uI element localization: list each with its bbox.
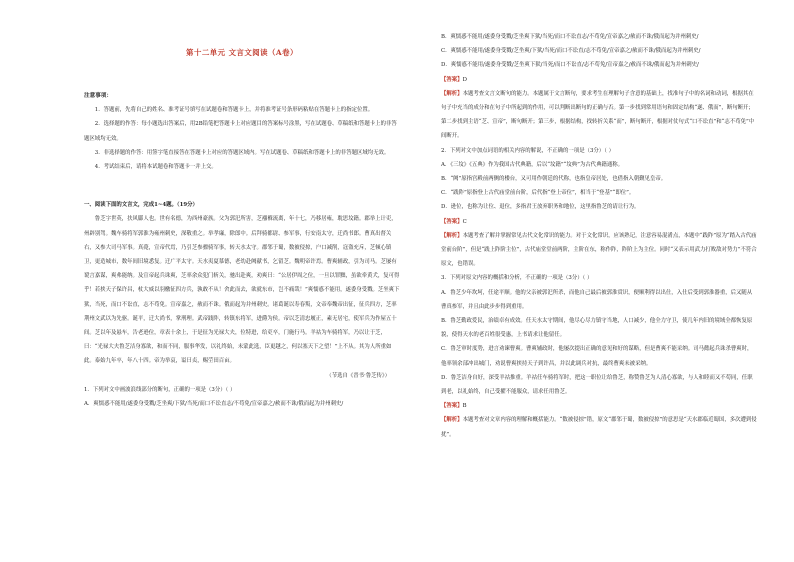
question-3-option-a: A．鲁芝少年坎坷，任途平顺。他的父亲被郭汜所杀，而他自己最后被郭淮赏识，便顺利得以出仕，入仕后受到郭淮器重，后又随从曹真参军，并且由此步步得到重用。: [441, 289, 753, 310]
question-1-option-a: A．爽懦惑不能用/遂委身受戮/芝坐爽/下狱/当死/而口不讼直志/不苟免/宣帝嘉之/赦而不诛/俄而起为并州刺史/: [84, 401, 344, 408]
section-heading: 一、阅读下面的文言文，完成1~4题。（19分）: [84, 202, 198, 209]
notice-item: 3．非选择题的作答：用签字笔直接答在答题卡上对应的答题区域内。写在试题卷、草稿纸和答题卡上的非答题区域均无效。: [94, 149, 390, 156]
passage-source: （节选自《晋书·鲁芝传》）: [326, 372, 390, 379]
question-3-option-d: D．鲁芝洁身自好，深受羊祜推重。羊祜任车骑将军时，把这一职位让给鲁芝，称赞鲁芝为人清心寡欲，与人和睦而又不苟同，任职到老，以礼始终，自己受擢不能服众，请求任用鲁芝。: [441, 374, 753, 396]
left-column: [84, 0, 400, 562]
question-2-option-c: C．“践阼”原指登上古代庙堂前台阶，后代指“登上帝位”，相当于“登基”“即位”。: [441, 190, 635, 197]
question-3-option-c: C．鲁芝审时度势，进言劝谏曹爽。曹爽辅政时，他屡次提出正确的意见和好的谋略，但是曹爽不能采纳。司马懿起兵诛杀曹爽时，他率领余部冲出城门，劝说曹爽挟持天子到许昌，并以此调兵对抗，最终曹爽未被采纳。: [441, 346, 753, 367]
analysis-tag: 【解析】: [441, 417, 463, 424]
top-spacer: [441, 0, 757, 30]
right-column: [441, 0, 757, 562]
answer-tag: 【答案】: [441, 403, 463, 410]
analysis-tag: 【解析】: [441, 232, 463, 239]
question-3-answer: [441, 399, 757, 413]
analysis-text: 本题考查了解并掌握常见古代文化常识的能力。对于文化常识，应该熟记，注意容易混淆点，本题中“践阼”原为“踏入古代庙堂前台阶”，但是“践上阼阶主位”，古代庙堂堂前两阶，主阶在东，称作阼，阼阶上为主位。同时“又表示用武力打败敌对势力”不符合原文，也错误。: [441, 232, 757, 268]
notice-item: 4．考试结束后，请将本试题卷和答题卡一并上交。: [94, 164, 217, 171]
answer-value: B: [462, 403, 467, 410]
question-2-option-b: B．“阙”原指宫殿前两侧的楼台，又可用作朝廷的代称，也指皇帝居处，也借指入朝觐见皇帝。: [441, 176, 667, 183]
question-1-option-c: C．爽懦惑不能用/遂委身受戮/芝坐爽/下狱/当死/而口不讼直/志不苟免/宣帝嘉之/赦而不诛/俄而起为并州刺史/: [441, 48, 701, 55]
analysis-text: 本题考查对文章内容的理解和概括能力。“数被侵掠”错，原文“郡邻于蜀，数被侵掠”的意思是“天水郡临近蜀国，多次遭到侵扰”。: [441, 417, 757, 438]
question-1-option-b: B．爽懦惑不能用/遂委身受戮/芝坐爽下狱/当死/而口不讼直志/不苟免/宣帝嘉之/赦而不诛/俄而起为并州刺史/: [441, 34, 699, 40]
answer-tag: 【答案】: [441, 76, 463, 83]
question-2-option-d: D．逊位，也称为让位、退位，多指君王放弃职务和地位，这里指鲁芝的请让行为。: [441, 204, 640, 211]
question-2-answer: [441, 215, 757, 229]
answer-value: D: [462, 76, 467, 83]
question-2-analysis: [441, 229, 757, 272]
answer-value: C: [462, 218, 467, 225]
question-3-stem: 3．下列对原文内容的概括和分析，不正确的一项是（3分）（ ）: [441, 275, 593, 282]
answer-tag: 【答案】: [441, 218, 463, 225]
notice-item: 2．选择题的作答：每小题选出答案后，用2B铅笔把答题卡上对应题目的答案标号涂黑，写在试题卷、草稿纸和答题卡上的非答题区域均无效。: [84, 121, 397, 142]
page-title: 第十二单元 文言文阅读（A卷）: [186, 48, 298, 57]
notice-item: 1．答题前，先将自己的姓名、准考证号填写在试题卷和答题卡上，并将准考证号条形码粘贴在答题卡上的指定位置。: [94, 107, 374, 114]
question-1-stem: 1．下列对文中画波浪线部分的断句，正确的一项是（3分）（ ）: [84, 386, 236, 393]
question-3-option-b: B．鲁芝勤政爱民，治绩卓有成效。任天水太守期间，他尽心尽力镇守当地，人口减少，他全力守卫，使几年内旧的境域全都恢复原貌，使得天水的老百姓很受惠，上书请求让他留任。: [441, 318, 753, 339]
passage-text: 鲁芝字世英，扶风郿人也。世有名德，为西州豪族。父为郭汜所害，芝襁褓流离，年十七，乃移居雍，耽思坟籍。郡举上计吏，州辟别驾。魏车骑将军郭淮为雍州刺史，深敬重之。举孝廉，除郎中。后拜骑都尉、参军事，行安南太守，迁尚书郎。曹真出督关右，又参大司马军事。真薨，宣帝代焉，乃引芝参骠骑军事，转天水太守。郡邻于蜀，数被侵掠，户口减削，寇盗充斥，芝倾心镇卫，更造城市，数年间旧境悉复。迁广平太守。天水夷夏慕德，老幼赴阙献书，乞留芝。魏明帝许焉。曹爽辅政，引为司马。芝屡有谠言嘉谋，爽弗能纳。及宣帝起兵诛爽，芝率余众犯门斩关，驰出赴爽，劝爽曰：“公居伊周之位，一旦以罪黜，虽欲牵黄犬，复可得乎！若挟天子保许昌，杖大威以羽檄征四方兵，孰敢不从！舍此而去，欲就东市，岂不痛哉！”爽懦惑不能用，遂委身受戮。芝坐爽下狱，当死，而口不讼直，志不苟免。宣帝嘉之，赦而不诛。俄而起为并州刺史。诸葛诞以寿春叛，文帝奉魏帝出征，征兵四方，芝率荆州文武以为先驱。诞平，迁大尚书，掌刑理。武帝践阼，转镇东将军，进爵为侯。帝以芝清忠履正，素无居宅，使军兵为作屋五十间。芝以年及悬车，告老逊位，章表十余上，于是征为光禄大夫，位特进，给吏卒，门施行马。羊祜为车骑将军，乃以让于芝，曰：“光禄大夫鲁芝洁身寡欲，和而不同，服事华发，以礼终始，未蒙此选，臣更越之，何以塞天下之望！”上不从。其为人所重如此。泰始九年卒，年八十四。帝为举哀，谥曰贞，赐茔田百亩。: [84, 216, 400, 365]
question-1-option-d: D．爽懦惑不能用/遂委身受戮/芝坐爽下狱/当死/而口不讼直/志不苟免/宣帝嘉之/赦而不诛/俄而起为并州刺史/: [441, 62, 699, 69]
question-1-analysis: [441, 87, 757, 144]
question-1-answer: [441, 73, 757, 87]
question-2-option-a: A．《三坟》《五典》作为我国古代典籍，后以“坟籍”“坟典”为古代典籍通称。: [441, 161, 624, 168]
analysis-tag: 【解析】: [441, 90, 463, 97]
question-3-analysis: [441, 413, 757, 441]
analysis-text: 本题考查文言文断句的能力。本题属于文言断句，要求考生在理解句子含意的基础上，找准句子中的名词和动词，根据其在句子中充当的成分和在句子中所起到的作用，可以判断出断句的正确与否。第一步找到常用语句和固定结构“遂、俄而”，断句断开；第二步找到主语“芝、宣帝”，断句断开；第三步，根据结构，找转折关系“而”，断句断开，根据对仗句式“口不讼直”和“志不苟免”中间断开。: [441, 90, 755, 140]
notice-heading: 注意事项：: [84, 93, 112, 99]
question-2-stem: 2．下列对文中加点词语的相关内容的解说，不正确的一项是（3分）（ ）: [441, 147, 614, 154]
